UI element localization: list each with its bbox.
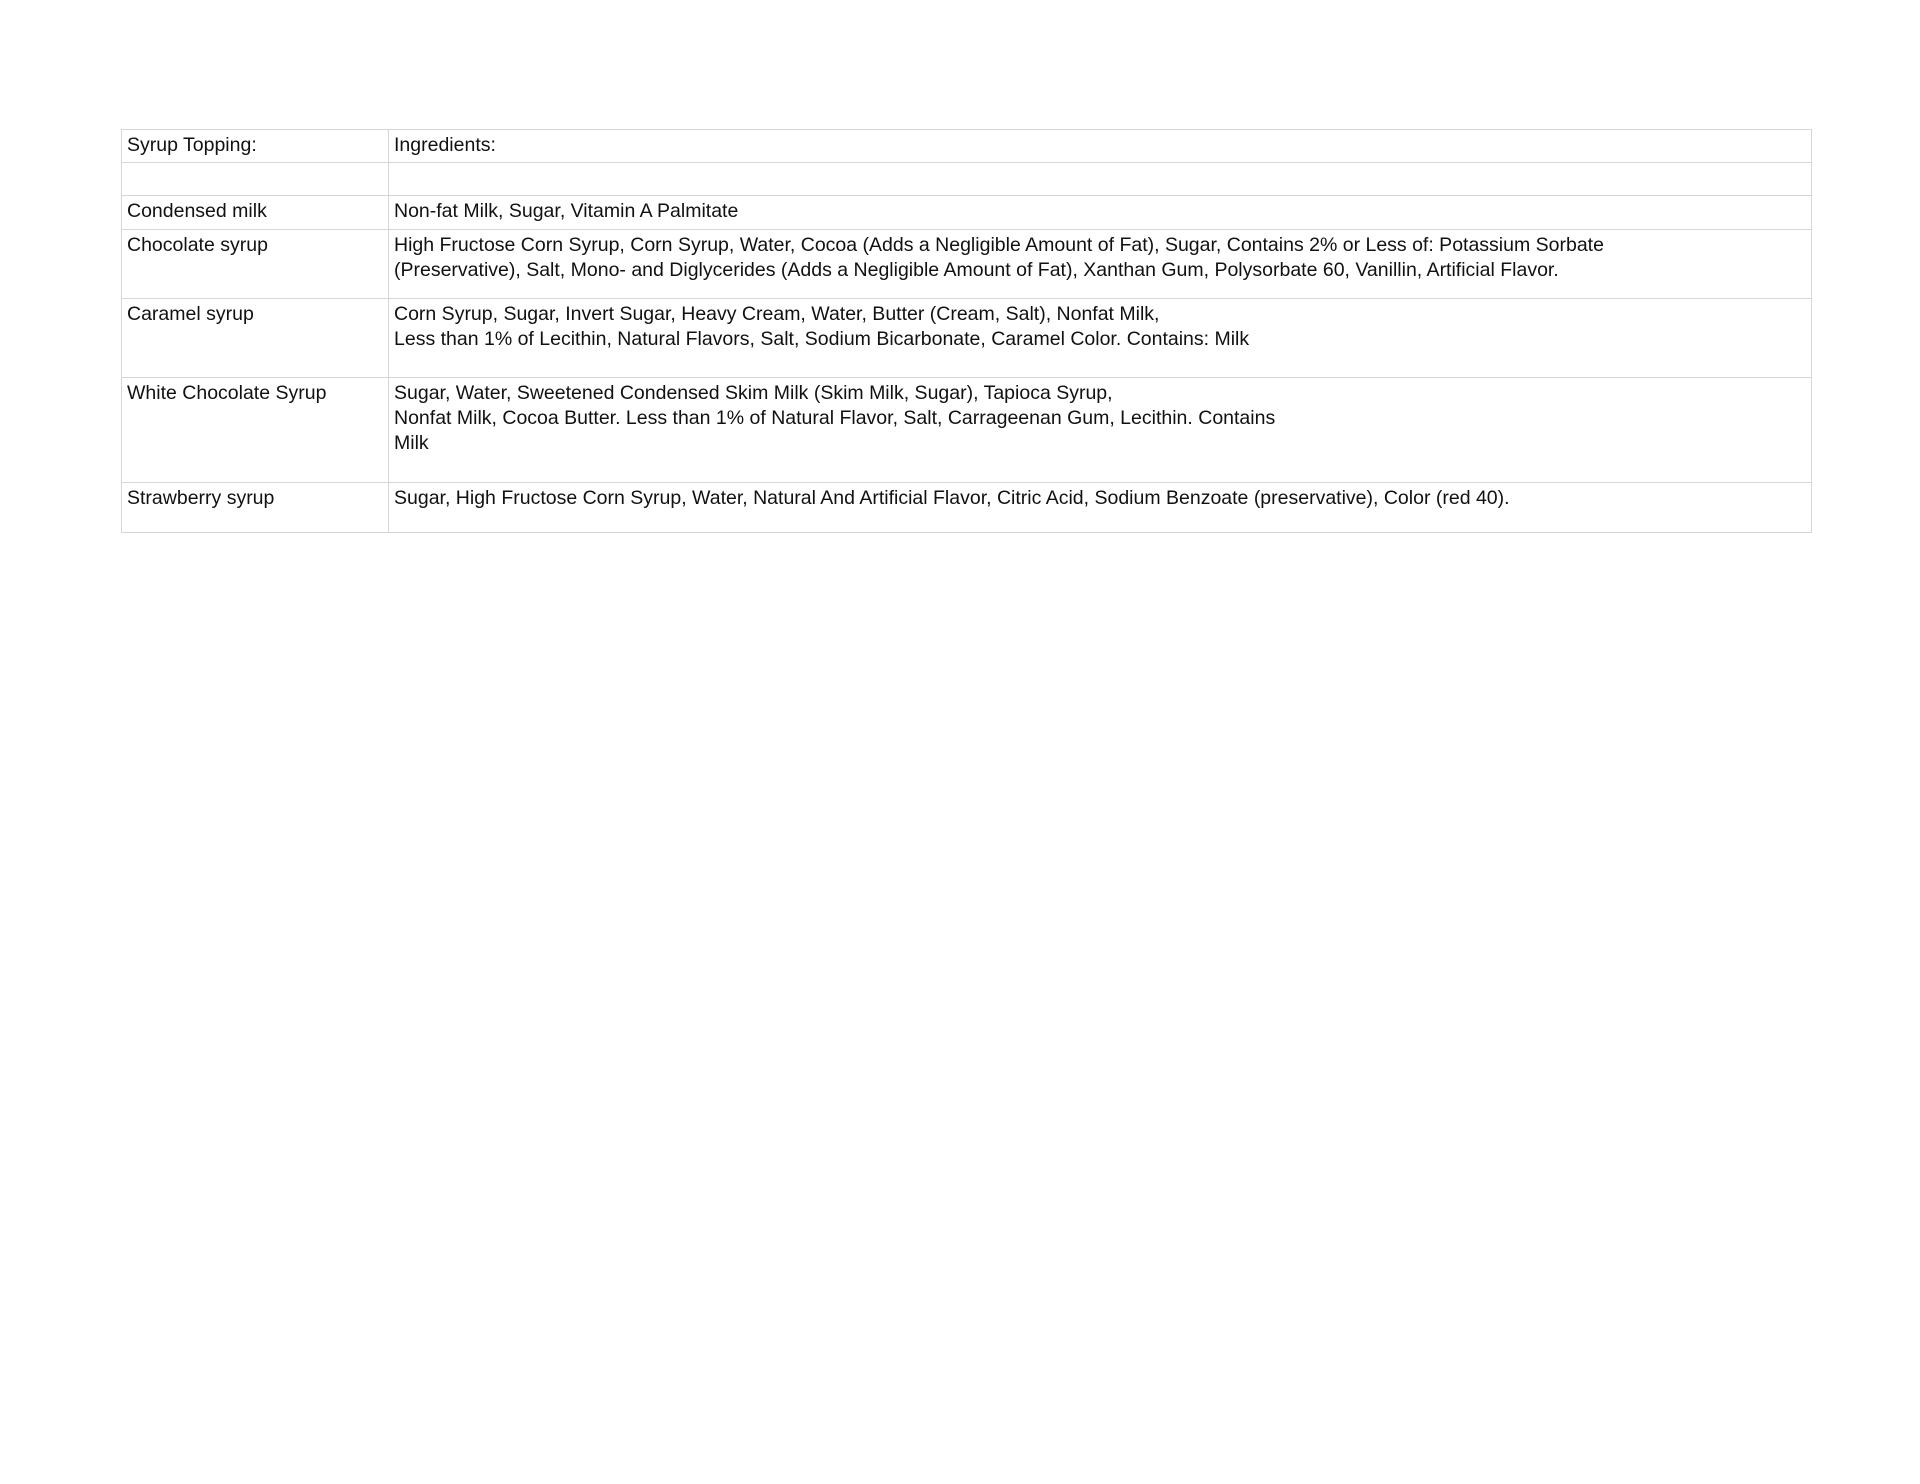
topping-cell[interactable]: White Chocolate Syrup [122, 377, 389, 482]
ingredients-line: Milk [394, 432, 429, 455]
empty-cell[interactable] [122, 163, 389, 196]
header-ingredients-cell[interactable]: Ingredients: [389, 130, 1812, 163]
ingredients-line: Sugar, High Fructose Corn Syrup, Water, Natural And Artificial Flavor, Citric Acid, Sodium Benzoate (preservative), Color (red 40). [394, 486, 1510, 509]
ingredients-cell[interactable] [389, 196, 1812, 229]
empty-cell[interactable] [389, 163, 1812, 196]
topping-cell[interactable]: Chocolate syrup [122, 229, 389, 298]
ingredients-sheet [121, 129, 1811, 533]
ingredients-line: (Preservative), Salt, Mono- and Diglycerides (Adds a Negligible Amount of Fat), Xanthan Gum, Polysorbate 60, Vanillin, Artificial Flavor. [394, 259, 1559, 282]
topping-cell[interactable]: Strawberry syrup [122, 482, 389, 532]
table-row [122, 196, 1812, 229]
ingredients-line: Sugar, Water, Sweetened Condensed Skim Milk (Skim Milk, Sugar), Tapioca Syrup, [394, 381, 1113, 404]
topping-cell[interactable]: Condensed milk [122, 196, 389, 229]
table-header-row [122, 130, 1812, 163]
topping-cell[interactable]: Caramel syrup [122, 298, 389, 377]
ingredients-cell[interactable] [389, 377, 1812, 482]
ingredients-line: Non-fat Milk, Sugar, Vitamin A Palmitate [394, 200, 739, 223]
header-topping-cell[interactable]: Syrup Topping: [122, 130, 389, 163]
syrup-ingredients-table [121, 129, 1812, 533]
ingredients-line: Less than 1% of Lecithin, Natural Flavors, Salt, Sodium Bicarbonate, Caramel Color. Contains: Milk [394, 328, 1250, 351]
table-row [122, 229, 1812, 298]
empty-row [122, 163, 1812, 196]
table-row [122, 298, 1812, 377]
ingredients-line: High Fructose Corn Syrup, Corn Syrup, Water, Cocoa (Adds a Negligible Amount of Fat), Sugar, Contains 2% or Less of: Potassium Sorbate [394, 233, 1604, 256]
ingredients-line: Nonfat Milk, Cocoa Butter. Less than 1% of Natural Flavor, Salt, Carrageenan Gum, Lecithin. Contains [394, 407, 1276, 430]
table-row [122, 482, 1812, 532]
ingredients-cell[interactable] [389, 298, 1812, 377]
ingredients-line: Corn Syrup, Sugar, Invert Sugar, Heavy Cream, Water, Butter (Cream, Salt), Nonfat Milk, [394, 302, 1160, 325]
ingredients-cell[interactable] [389, 482, 1812, 532]
table-row [122, 377, 1812, 482]
ingredients-cell[interactable] [389, 229, 1812, 298]
